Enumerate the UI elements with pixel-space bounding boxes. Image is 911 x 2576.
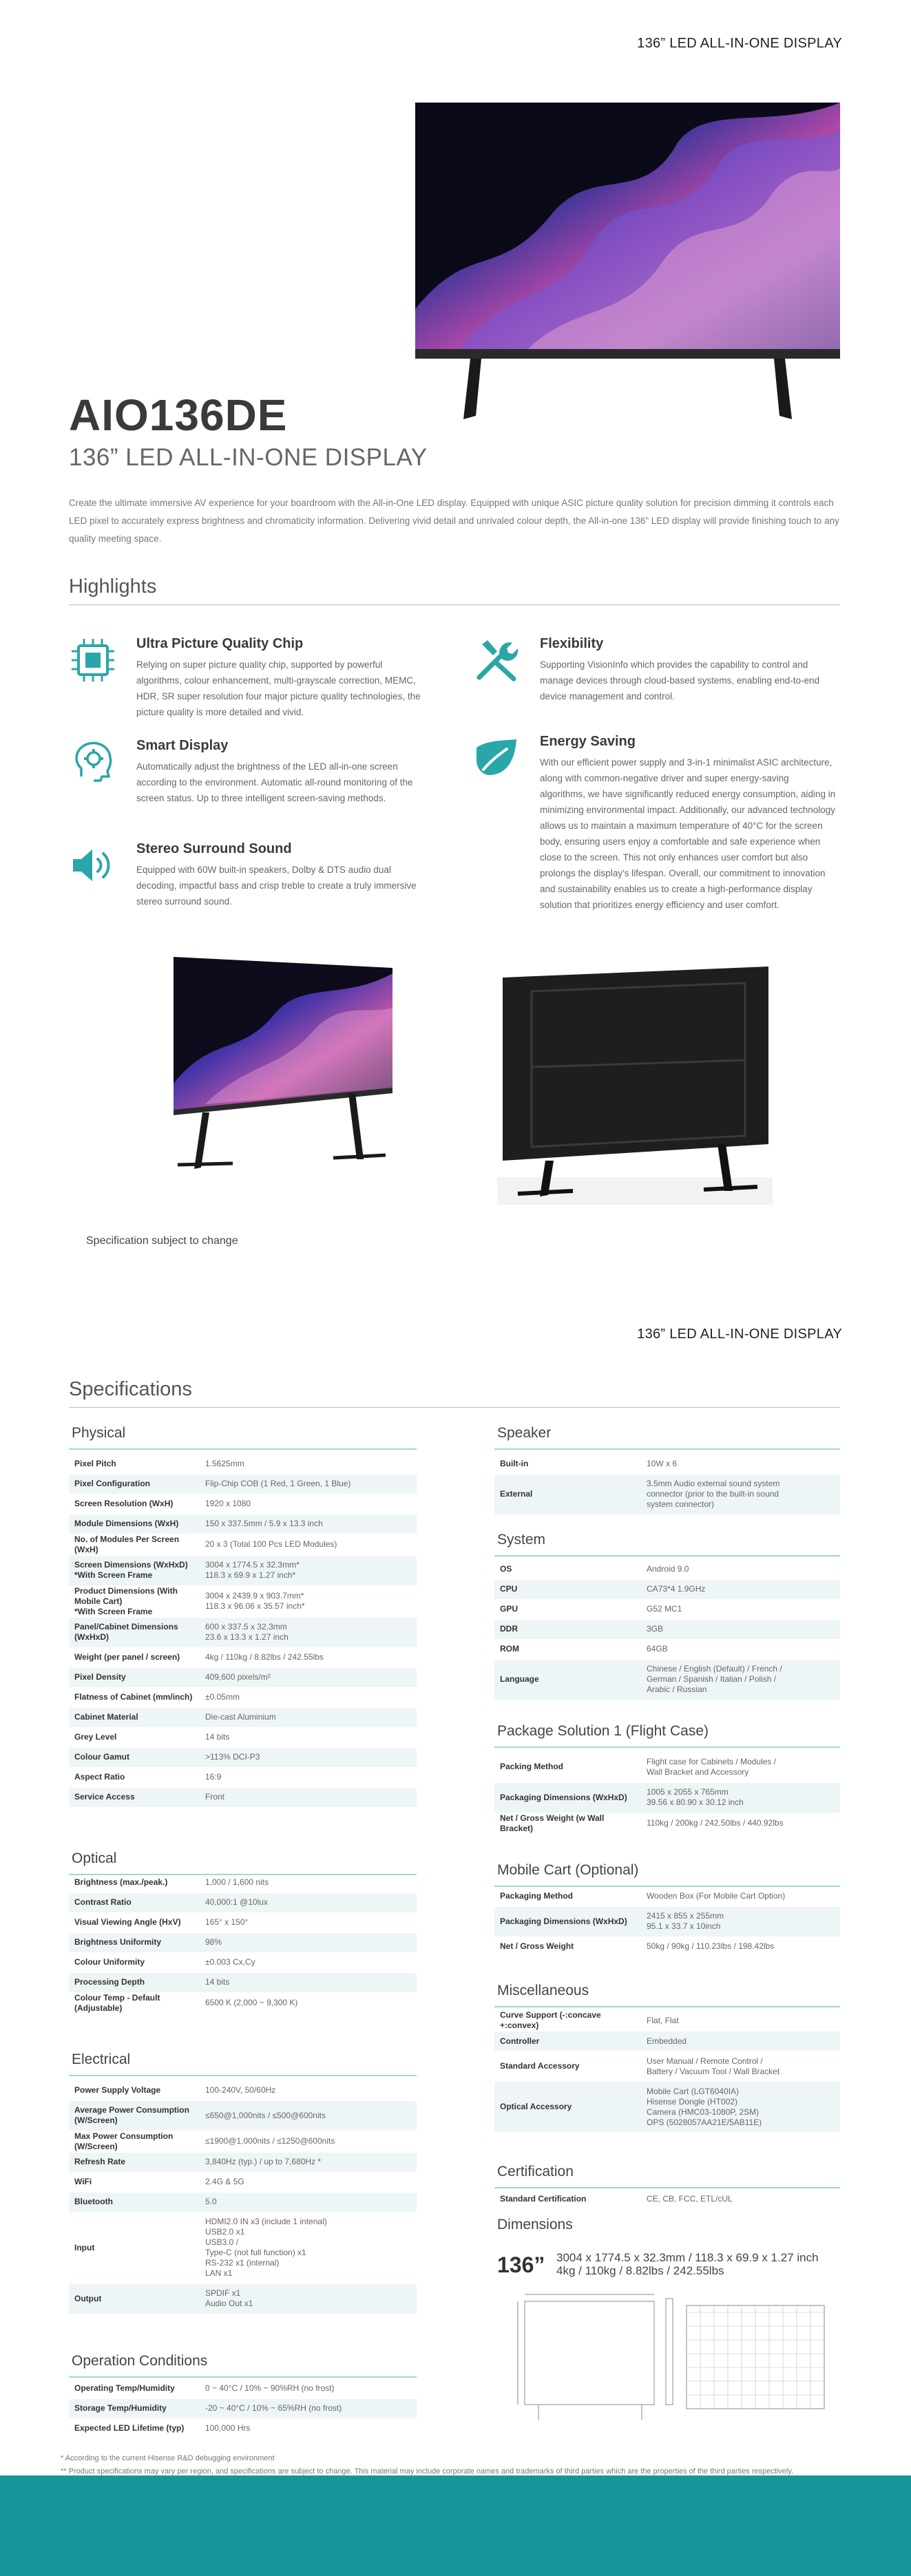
spec-row: [69, 2378, 417, 2398]
spec-group-rule: [494, 1448, 840, 1450]
leaf-icon: [472, 734, 521, 782]
spec-value: 1.5625mm: [200, 1454, 417, 1474]
spec-label: Screen Dimensions (WxHxD) *With Screen Frame: [69, 1555, 200, 1585]
spec-value: 20 x 3 (Total 100 Pcs LED Modules): [200, 1534, 417, 1555]
spec-group-rule: [69, 1448, 417, 1450]
footnote-2: ** Product specifications may vary per region, and specifications are subject to change. This material may include corporate names and trademarks of third parties which are the properties of the third parties respectively.: [61, 2467, 794, 2475]
spec-label: Power Supply Voltage: [69, 2080, 200, 2100]
spec-row: [69, 2172, 417, 2192]
spec-label: Language: [494, 1659, 641, 1700]
spec-row: [69, 1872, 417, 1892]
spec-table-operation: [69, 2378, 417, 2439]
spec-group-title-dimensions: Dimensions: [497, 2217, 573, 2232]
spec-row: [494, 1454, 840, 1474]
spec-row: [69, 2192, 417, 2212]
spec-value: 165° x 150°: [200, 1912, 417, 1932]
spec-row: [494, 1752, 840, 1782]
spec-label: Net / Gross Weight (w Wall Bracket): [494, 1813, 641, 1834]
spec-table-physical: [69, 1454, 417, 1808]
spec-label: Optical Accessory: [494, 2082, 641, 2133]
spec-value: Flip-Chip COB (1 Red, 1 Green, 1 Blue): [200, 1474, 417, 1494]
spec-group-title-physical: Physical: [72, 1425, 126, 1441]
spec-row: [69, 2398, 417, 2418]
feature-title: Flexibility: [540, 636, 604, 651]
spec-value: Mobile Cart (LGT6040IA) Hisense Dongle (HT002) Camera (HMC03-1080P, 2SM) OPS (5028057AA21E/5AB11E): [641, 2082, 840, 2133]
dimension-line-2: 4kg / 110kg / 8.82lbs / 242.55lbs: [556, 2264, 724, 2277]
spec-value: >113% DCI-P3: [200, 1747, 417, 1767]
spec-table-system: [494, 1559, 840, 1700]
spec-value: 100,000 Hrs: [200, 2418, 417, 2438]
brain-gear-icon: [69, 738, 117, 786]
spec-row: [69, 1494, 417, 1514]
spec-value: 5.0: [200, 2192, 417, 2212]
spec-value: User Manual / Remote Control / Battery / Vacuum Tool / Wall Bracket: [641, 2051, 840, 2082]
spec-value: Embedded: [641, 2031, 840, 2051]
spec-value: 1,000 / 1,600 nits: [200, 1872, 417, 1892]
spec-group-title-operation: Operation Conditions: [72, 2353, 208, 2369]
spec-label: Pixel Configuration: [69, 1474, 200, 1494]
spec-label: External: [494, 1474, 641, 1514]
product-back-image: [490, 964, 779, 1212]
spec-label: WiFi: [69, 2172, 200, 2192]
spec-row: [69, 1912, 417, 1932]
spec-row: [69, 1555, 417, 1585]
feature-desc: With our efficient power supply and 3-in-1 minimalist ASIC architecture, along with common-negative driver and super energy-saving algorithms, we have significantly reduced energy consumption, aiding in minimizing environmental impact. Additionally, our advanced technology allows us to maintain a maximum temperature of 40°C for the screen body, ensuring users enjoy a comfortable and safe experience when close to the screen. This not only enhances user comfort but also prolongs the display's lifespan. Overall, our commitment to innovation and sustainability enables us to create a high-performance display solution that prioritizes energy efficiency and user comfort.: [540, 757, 836, 910]
spec-row: [494, 1659, 840, 1700]
spec-value: 3004 x 1774.5 x 32.3mm* 118.3 x 69.9 x 1.27 inch*: [200, 1555, 417, 1585]
spec-label: No. of Modules Per Screen (WxH): [69, 1534, 200, 1555]
highlights-title: Highlights: [69, 576, 157, 598]
spec-value: 600 x 337.5 x 32.3mm 23.6 x 13.3 x 1.27 inch: [200, 1617, 417, 1647]
spec-value: ±0.05mm: [200, 1687, 417, 1707]
highlights-divider: [69, 604, 840, 605]
spec-label: CPU: [494, 1579, 641, 1599]
spec-value: Chinese / English (Default) / French / German / Spanish / Italian / Polish / Arabic / Russian: [641, 1659, 840, 1700]
spec-row: [69, 1727, 417, 1747]
spec-row: [494, 2051, 840, 2082]
spec-row: [69, 1514, 417, 1534]
tools-icon: [472, 636, 521, 684]
spec-value: CE, CB, FCC, ETL/cUL: [641, 2189, 840, 2209]
spec-label: Built-in: [494, 1454, 641, 1474]
spec-table-misc: [494, 2010, 840, 2133]
spec-label: Operating Temp/Humidity: [69, 2378, 200, 2398]
spec-row: [69, 1667, 417, 1687]
spec-value: Flight case for Cabinets / Modules / Wall Bracket and Accessory: [641, 1752, 840, 1782]
spec-group-title-system: System: [497, 1532, 546, 1548]
header-tag-page2: 136” LED ALL-IN-ONE DISPLAY: [637, 1327, 842, 1342]
spec-row: [69, 1647, 417, 1667]
spec-row: [494, 1559, 840, 1579]
spec-value: 2.4G & 5G: [200, 2172, 417, 2192]
spec-value: ±0.003 Cx,Cy: [200, 1952, 417, 1972]
spec-value: 3,840Hz (typ.) / up to 7,680Hz *: [200, 2152, 417, 2172]
spec-value: SPDIF x1 Audio Out x1: [200, 2283, 417, 2314]
spec-row: [69, 1952, 417, 1972]
spec-label: Packaging Dimensions (WxHxD): [494, 1782, 641, 1813]
spec-group-title-speaker: Speaker: [497, 1425, 552, 1441]
spec-row: [494, 1782, 840, 1813]
spec-value: 40,000:1 @10lux: [200, 1892, 417, 1912]
spec-row: [494, 1579, 840, 1599]
spec-label: Grey Level: [69, 1727, 200, 1747]
spec-row: [69, 1747, 417, 1767]
spec-value: 150 x 337.5mm / 5.9 x 13.3 inch: [200, 1514, 417, 1534]
spec-row: [494, 1886, 840, 1906]
spec-value: Wooden Box (For Mobile Cart Option): [641, 1886, 840, 1906]
specifications-title: Specifications: [69, 1378, 192, 1400]
spec-label: ROM: [494, 1639, 641, 1659]
spec-group-rule: [494, 1746, 840, 1748]
speaker-icon: [69, 841, 117, 889]
spec-value: G52 MC1: [641, 1599, 840, 1619]
spec-label: Visual Viewing Angle (HxV): [69, 1912, 200, 1932]
spec-row: [69, 1617, 417, 1647]
spec-group-rule: [494, 2006, 840, 2007]
spec-row: [69, 2212, 417, 2283]
spec-label: Flatness of Cabinet (mm/inch): [69, 1687, 200, 1707]
spec-row: [494, 1619, 840, 1639]
footer-band: [0, 2475, 911, 2576]
spec-value: 1005 x 2055 x 765mm 39.56 x 80.90 x 30.12 inch: [641, 1782, 840, 1813]
spec-value: 1920 x 1080: [200, 1494, 417, 1514]
spec-group-title-package: Package Solution 1 (Flight Case): [497, 1723, 709, 1739]
spec-label: Panel/Cabinet Dimensions (WxHxD): [69, 1617, 200, 1647]
spec-row: [494, 2082, 840, 2133]
spec-label: Packaging Method: [494, 1886, 641, 1906]
spec-label: Max Power Consumption (W/Screen): [69, 2131, 200, 2152]
spec-value: 64GB: [641, 1639, 840, 1659]
spec-row: [69, 1687, 417, 1707]
spec-value: 100-240V, 50/60Hz: [200, 2080, 417, 2100]
spec-group-title-misc: Miscellaneous: [497, 1983, 589, 1998]
spec-row: [69, 2100, 417, 2131]
spec-value: 3.5mm Audio external sound system connector (prior to the built-in sound system connector): [641, 1474, 840, 1514]
spec-value: 6500 K (2,000 ~ 9,300 K): [200, 1992, 417, 2014]
hero-display-image: [415, 103, 840, 419]
spec-label: Net / Gross Weight: [494, 1936, 641, 1956]
spec-value: 409,600 pixels/m²: [200, 1667, 417, 1687]
feature-desc: Equipped with 60W built-in speakers, Dolby & DTS audio dual decoding, impactful bass and crisp treble to create a truly immersive stereo surround sound.: [136, 865, 417, 907]
feature-title: Smart Display: [136, 738, 229, 753]
spec-row: [494, 1813, 840, 1834]
spec-label: Pixel Density: [69, 1667, 200, 1687]
spec-label: Contrast Ratio: [69, 1892, 200, 1912]
spec-value: Front: [200, 1787, 417, 1807]
spec-label: Controller: [494, 2031, 641, 2051]
spec-label: Aspect Ratio: [69, 1767, 200, 1787]
spec-table-optical: [69, 1872, 417, 2014]
spec-group-rule: [69, 2075, 417, 2076]
spec-row: [69, 1787, 417, 1807]
feature-title: Energy Saving: [540, 734, 636, 749]
spec-value: 4kg / 110kg / 8.82lbs / 242.55lbs: [200, 1647, 417, 1667]
header-tag: 136” LED ALL-IN-ONE DISPLAY: [637, 36, 842, 51]
spec-label: Standard Certification: [494, 2189, 641, 2209]
spec-value: 14 bits: [200, 1727, 417, 1747]
spec-label: Screen Resolution (WxH): [69, 1494, 200, 1514]
spec-value: 14 bits: [200, 1972, 417, 1992]
spec-value: 2415 x 855 x 255mm 95.1 x 33.7 x 10inch: [641, 1906, 840, 1936]
spec-change-note: Specification subject to change: [86, 1235, 238, 1247]
spec-label: Refresh Rate: [69, 2152, 200, 2172]
spec-label: Output: [69, 2283, 200, 2314]
spec-group-title-certification: Certification: [497, 2164, 574, 2179]
spec-row: [69, 1932, 417, 1952]
spec-row: [69, 1972, 417, 1992]
spec-label: Packing Method: [494, 1752, 641, 1782]
spec-row: [494, 2189, 840, 2209]
specifications-divider: [69, 1407, 840, 1408]
feature-title: Ultra Picture Quality Chip: [136, 636, 304, 651]
spec-label: Average Power Consumption (W/Screen): [69, 2100, 200, 2131]
product-front-image: [164, 953, 398, 1187]
feature-desc: Relying on super picture quality chip, supported by powerful algorithms, colour enhancement, multi-grayscale correction, MEMC, HDR, SR super resolution four major picture quality technologies, the picture quality is more detailed and vivid.: [136, 659, 421, 717]
spec-group-rule: [69, 2376, 417, 2378]
spec-label: Colour Gamut: [69, 1747, 200, 1767]
spec-value: 110kg / 200kg / 242.50lbs / 440.92lbs: [641, 1813, 840, 1834]
spec-value: CA73*4 1.9GHz: [641, 1579, 840, 1599]
spec-group-title-optical: Optical: [72, 1850, 117, 1866]
spec-label: Bluetooth: [69, 2192, 200, 2212]
spec-row: [69, 1534, 417, 1555]
spec-label: Processing Depth: [69, 1972, 200, 1992]
spec-row: [494, 2010, 840, 2031]
spec-label: Weight (per panel / screen): [69, 1647, 200, 1667]
spec-value: ≤650@1,000nits / ≤500@600nits: [200, 2100, 417, 2131]
spec-row: [69, 2152, 417, 2172]
spec-value: 50kg / 90kg / 110.23lbs / 198.42lbs: [641, 1936, 840, 1956]
spec-row: [69, 1454, 417, 1474]
spec-value: Die-cast Aluminium: [200, 1707, 417, 1727]
spec-value: -20 ~ 40°C / 10% ~ 65%RH (no frost): [200, 2398, 417, 2418]
spec-table-speaker: [494, 1454, 840, 1515]
footnote-1: * According to the current Hisense R&D debugging environment: [61, 2454, 275, 2462]
spec-row: [69, 2418, 417, 2438]
spec-label: Input: [69, 2212, 200, 2283]
spec-row: [494, 1936, 840, 1956]
spec-label: Brightness Uniformity: [69, 1932, 200, 1952]
spec-value: 3GB: [641, 1619, 840, 1639]
spec-row: [69, 1585, 417, 1617]
spec-label: Storage Temp/Humidity: [69, 2398, 200, 2418]
feature-desc: Supporting VisionInfo which provides the capability to control and manage devices through cloud-based systems, enabling end-to-end device management and control.: [540, 659, 820, 701]
spec-table-electrical: [69, 2080, 417, 2314]
spec-row: [69, 1992, 417, 2014]
intro-paragraph: Create the ultimate immersive AV experience for your boardroom with the All-in-One LED display. Equipped with unique ASIC picture quality solution for precision dimming it controls each LED pixel to accurately express brightness and chromaticity information. Delivering vivid detail and unrivaled colour depth, the All-in-one 136” LED display will provide finishing touch to any quality meeting space.: [69, 498, 839, 544]
spec-label: Module Dimensions (WxH): [69, 1514, 200, 1534]
spec-row: [69, 1474, 417, 1494]
spec-table-certification: [494, 2189, 840, 2210]
spec-label: OS: [494, 1559, 641, 1579]
spec-row: [69, 2283, 417, 2314]
spec-label: Brightness (max./peak.): [69, 1872, 200, 1892]
spec-group-title-electrical: Electrical: [72, 2051, 131, 2067]
spec-label: Colour Uniformity: [69, 1952, 200, 1972]
spec-value: Android 9.0: [641, 1559, 840, 1579]
spec-row: [69, 2080, 417, 2100]
feature-title: Stereo Surround Sound: [136, 841, 292, 856]
dimension-drawings: [497, 2285, 840, 2439]
spec-label: Colour Temp - Default (Adjustable): [69, 1992, 200, 2014]
spec-value: 16:9: [200, 1767, 417, 1787]
spec-table-mobile-cart: [494, 1886, 840, 1957]
spec-label: GPU: [494, 1599, 641, 1619]
spec-label: Curve Support (-:concave +:convex): [494, 2010, 641, 2031]
dimension-line-1: 3004 x 1774.5 x 32.3mm / 118.3 x 69.9 x 1.27 inch: [556, 2251, 819, 2264]
spec-table-package: [494, 1752, 840, 1835]
spec-row: [494, 1599, 840, 1619]
spec-row: [494, 1639, 840, 1659]
spec-row: [494, 2031, 840, 2051]
spec-row: [69, 1707, 417, 1727]
spec-value: ≤1900@1,000nits / ≤1250@600nits: [200, 2131, 417, 2152]
spec-group-rule: [494, 2187, 840, 2188]
spec-label: Pixel Pitch: [69, 1454, 200, 1474]
spec-row: [69, 1892, 417, 1912]
spec-value: 98%: [200, 1932, 417, 1952]
dimension-size: 136”: [497, 2252, 545, 2277]
spec-label: Expected LED Lifetime (typ): [69, 2418, 200, 2438]
spec-label: Product Dimensions (With Mobile Cart) *With Screen Frame: [69, 1585, 200, 1617]
product-subtitle: 136” LED ALL-IN-ONE DISPLAY: [69, 444, 428, 471]
spec-group-rule: [494, 1555, 840, 1556]
spec-row: [69, 2131, 417, 2152]
spec-value: 10W x 6: [641, 1454, 840, 1474]
chip-icon: [69, 636, 117, 684]
spec-row: [69, 1767, 417, 1787]
spec-label: Packaging Dimensions (WxHxD): [494, 1906, 641, 1936]
spec-row: [494, 1906, 840, 1936]
spec-value: 0 ~ 40°C / 10% ~ 90%RH (no frost): [200, 2378, 417, 2398]
spec-row: [494, 1474, 840, 1514]
spec-label: Service Access: [69, 1787, 200, 1807]
spec-value: Flat, Flat: [641, 2010, 840, 2031]
spec-label: Cabinet Material: [69, 1707, 200, 1727]
spec-value: HDMI2.0 IN x3 (include 1 intenal) USB2.0 x1 USB3.0 / Type-C (not full function) x1 RS-232 x1 (internal) LAN x1: [200, 2212, 417, 2283]
spec-label: DDR: [494, 1619, 641, 1639]
spec-group-title-mobile-cart: Mobile Cart (Optional): [497, 1862, 639, 1878]
model-name: AIO136DE: [69, 390, 288, 440]
spec-value: 3004 x 2439.9 x 903.7mm* 118.3 x 96.06 x 35.57 inch*: [200, 1585, 417, 1617]
feature-desc: Automatically adjust the brightness of the LED all-in-one screen according to the environment. Automatic all-round monitoring of the screen status. Up to three intelligent screen-saving methods.: [136, 761, 413, 803]
spec-label: Standard Accessory: [494, 2051, 641, 2082]
